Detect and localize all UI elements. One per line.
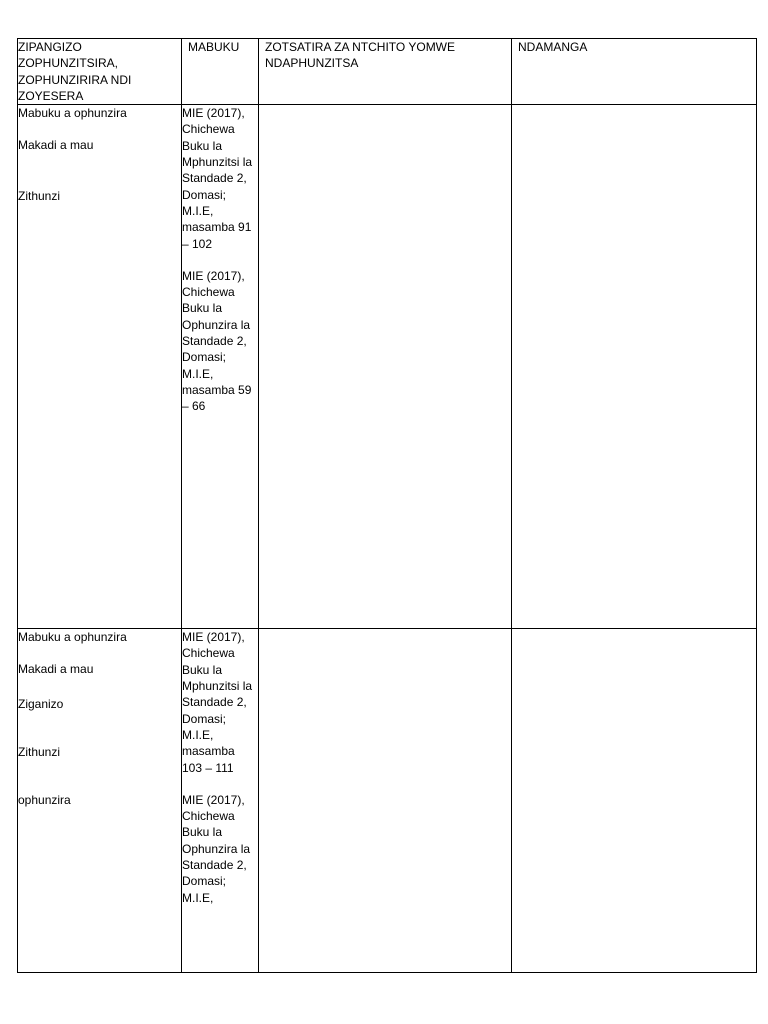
material-item: ophunzira: [18, 793, 71, 808]
material-item: Mabuku a ophunzira: [18, 630, 127, 645]
material-item: Zithunzi: [18, 745, 61, 760]
results-cell: [259, 105, 512, 629]
header-books: MABUKU: [182, 39, 259, 105]
header-results: ZOTSATIRA ZA NTCHITO YOMWE NDAPHUNZITSA: [259, 39, 512, 105]
books-cell: [182, 629, 259, 973]
materials-cell: [18, 629, 182, 973]
book-reference: MIE (2017), Chichewa Buku la Ophunzira la Standade 2, Domasi; M.I.E,: [182, 792, 251, 905]
header-remarks: NDAMANGA: [512, 39, 757, 105]
table-row: [18, 105, 757, 629]
results-cell: [259, 629, 512, 973]
book-reference: MIE (2017), Chichewa Buku la Mphunzitsi la Standade 2, Domasi; M.I.E, masamba 103 – 111: [182, 630, 253, 775]
books-cell: [182, 105, 259, 629]
material-item: Mabuku a ophunzira: [18, 106, 127, 121]
lesson-evaluation-table: [17, 38, 757, 973]
material-item: Makadi a mau: [18, 138, 94, 153]
material-item: Makadi a mau: [18, 662, 94, 677]
header-materials: ZIPANGIZO ZOPHUNZITSIRA, ZOPHUNZIRIRA NDI ZOYESERA: [18, 39, 182, 105]
book-reference: MIE (2017), Chichewa Buku la Ophunzira la Standade 2, Domasi; M.I.E, masamba 59 – 66: [182, 268, 252, 414]
remarks-cell: [512, 629, 757, 973]
material-item: Zithunzi: [18, 188, 61, 203]
materials-cell: [18, 105, 182, 629]
table-row: [18, 629, 757, 973]
remarks-cell: [512, 105, 757, 629]
book-reference: MIE (2017), Chichewa Buku la Mphunzitsi la Standade 2, Domasi; M.I.E, masamba 91 – 102: [182, 106, 253, 251]
material-item: Ziganizo: [18, 696, 64, 711]
table-header-row: [18, 39, 757, 105]
